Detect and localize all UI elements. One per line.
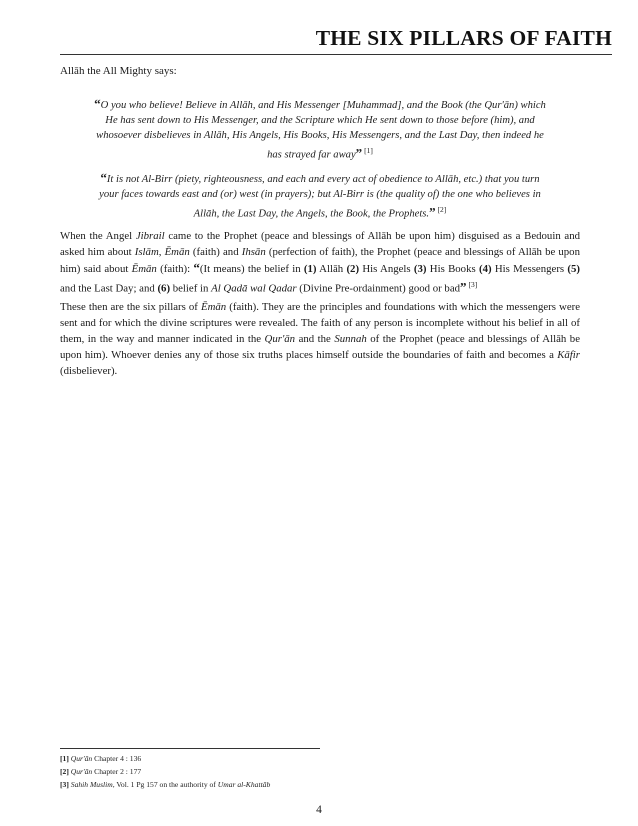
term-qadar: Al Qadā wal Qadar [211, 282, 297, 295]
quote-text: O you who believe! Believe in Allāh, and His Messenger [Muhammad], and the Book (the Qur'ān) which He has sent down to His Messenger, and the Scripture which He sent down to those before (him), and whosoever disbelieves in Allāh, His Angels, His Books, His Messengers, and the Last Day, then indeed he has strayed far away [96, 100, 546, 161]
term-sunnah: Sunnah [334, 333, 367, 345]
term-islam: Islām [134, 246, 159, 258]
pillar-number: (6) [157, 282, 171, 295]
paragraph-hadith: When the Angel Jibrail came to the Prophet (peace and blessings of Allāh be upon him) disguised as a Bedouin and asked him about Islām, Ēmān (faith) and Ihsān (perfection of faith), the Prophet (peace and blessings of Allāh be upon him) said about Ēmān (faith): “(It means) the belief in (1) Allāh (2) His Angels (3) His Books (4) His Messengers (5) and the Last Day; and (6) belief in Al Qadā wal Qadar (Divine Pre-ordainment) good or bad” [3] [60, 230, 581, 295]
quote-close-mark: ” [460, 279, 467, 295]
pillar-number: (3) [413, 263, 427, 275]
header-divider [60, 54, 612, 55]
term-eman: Ēmān [164, 246, 190, 258]
term-eman: Ēmān [200, 301, 227, 313]
footnote-item: [1] Qur'ān Chapter 4 : 136 [60, 754, 142, 763]
footnote-item: [3] Sahih Muslim, Vol. 1 Pg 157 on the authority of Umar al-Khattāb [60, 780, 271, 789]
footnote-ref[interactable]: [2] [437, 205, 447, 214]
footnote-ref[interactable]: [3] [468, 280, 478, 289]
pillar-number: (4) [478, 263, 492, 275]
quran-quote-1 [90, 96, 550, 163]
term-quran: Qur'ān [264, 333, 296, 345]
quote-close-mark: ” [355, 145, 363, 161]
term-kafir: Kāfir [557, 349, 580, 361]
quote-text: It is not Al-Birr (piety, righteousness, and each and every act of obedience to Allāh, etc.) that you turn your faces towards east and (or) west (in prayers); but Al-Birr is (the quality of) the one who believes in Allāh, the Last Day, the Angels, the Book, the Prophets. [99, 174, 541, 220]
pillar-number: (5) [567, 263, 580, 275]
quote-close-mark: ” [429, 204, 436, 220]
footnote-divider [60, 748, 320, 749]
pillar-number: (1) [303, 263, 317, 275]
quote-open-mark: “ [94, 96, 101, 111]
term-eman: Ēmān [131, 263, 157, 275]
quote-open-mark: “ [193, 260, 200, 275]
paragraph-six-pillars: These then are the six pillars of Ēmān (faith). They are the principles and foundations with which the messengers were sent and for which the divine scriptures were revealed. The faith of any person is incomplete without his belief in all of them, in the way and manner indicated in the Qur'ān and the Sunnah of the Prophet (peace and blessings of Allāh be upon him). Whoever denies any of those six truths places himself outside the boundaries of faith and becomes a Kāfir (disbeliever). [60, 301, 581, 377]
term-jibrail: Jibrail [135, 230, 165, 242]
quote-open-mark: “ [100, 170, 107, 185]
footnote-ref[interactable]: [1] [364, 146, 373, 155]
intro-line: Allāh the All Mighty says: [60, 65, 177, 77]
pillar-number: (2) [346, 263, 360, 275]
term-ihsan: Ihsān [241, 246, 266, 258]
page-title: THE SIX PILLARS OF FAITH [315, 26, 612, 50]
page-number: 4 [316, 804, 322, 816]
footnote-item: [2] Qur'ān Chapter 2 : 177 [60, 767, 142, 776]
footnotes [60, 752, 270, 791]
quran-quote-2 [90, 170, 550, 222]
